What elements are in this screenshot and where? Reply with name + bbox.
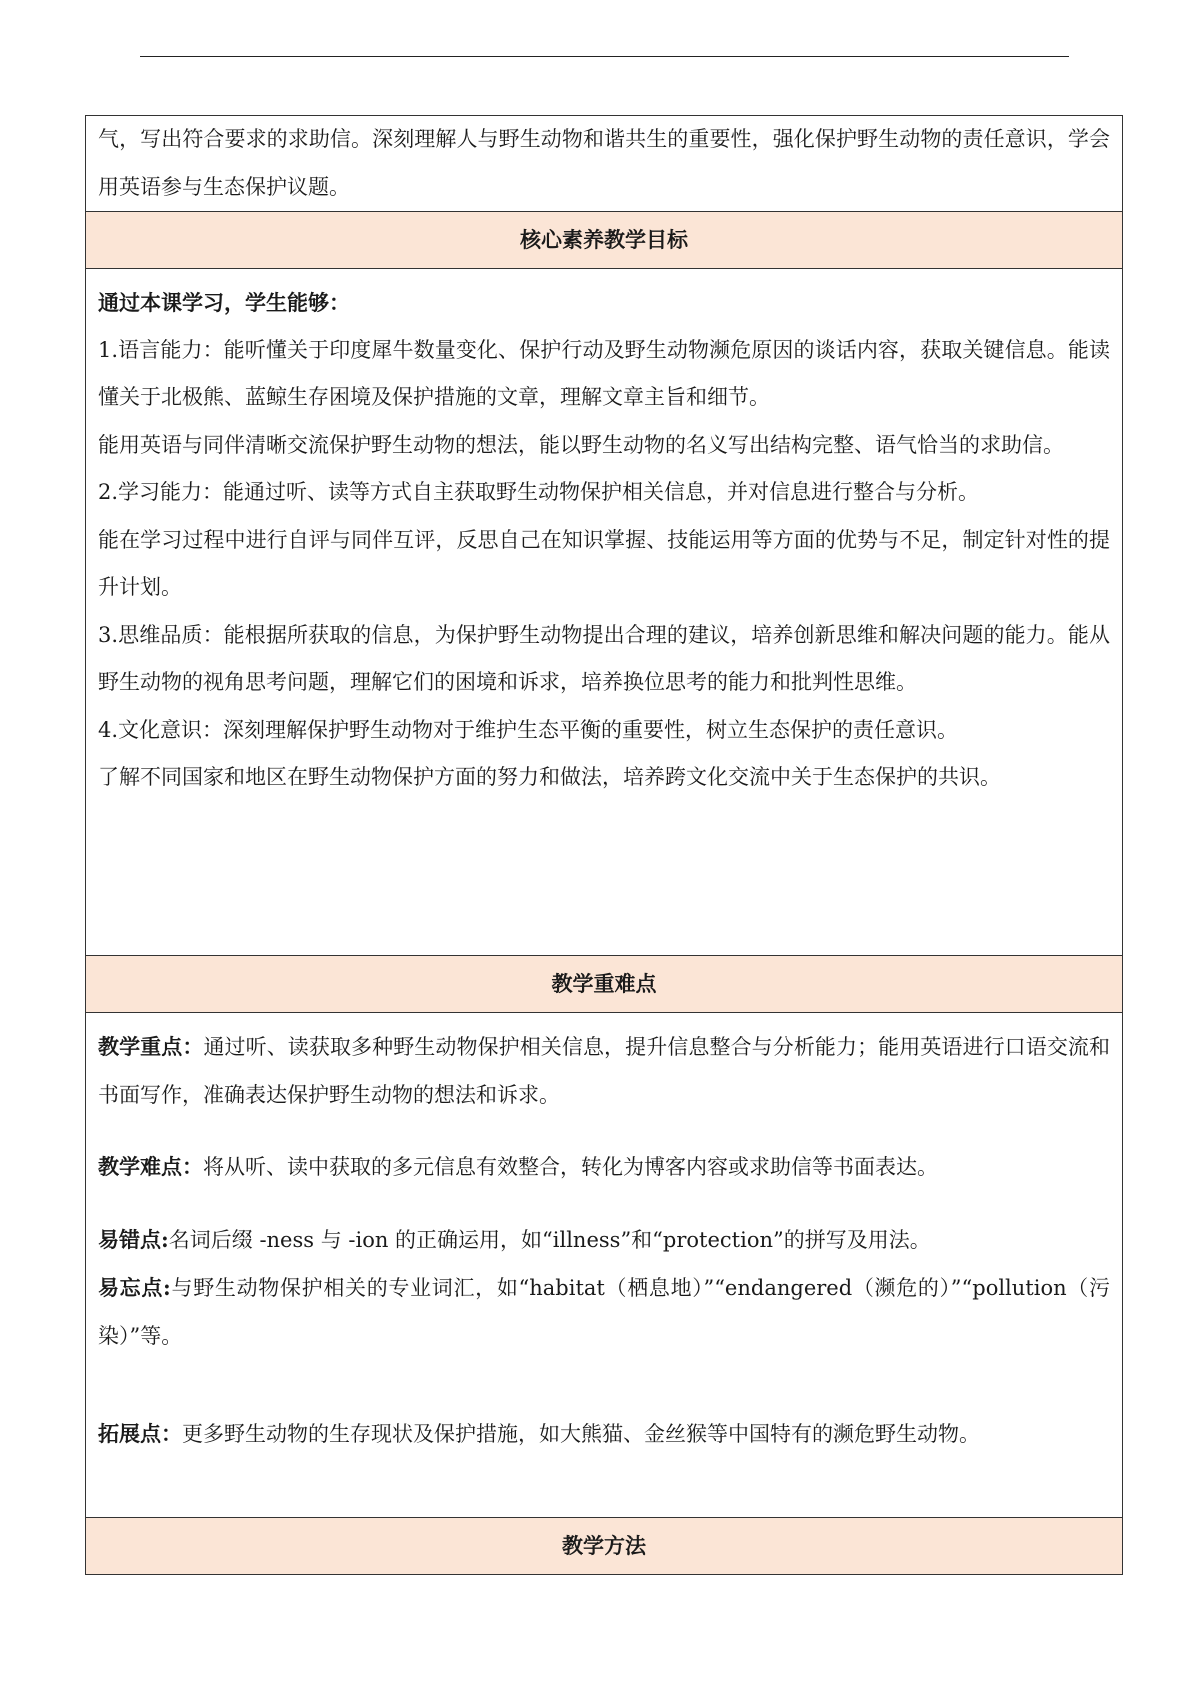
core-goals-header: 核心素养教学目标 xyxy=(86,212,1123,269)
key-points-row xyxy=(86,1013,1123,1518)
easily-forgotten-point xyxy=(98,1264,1110,1360)
error-prone-text: 名词后缀 -ness 与 -ion 的正确运用，如“illness”和“protection”的拼写及用法。 xyxy=(168,1227,931,1252)
intro-row xyxy=(86,116,1123,212)
teaching-focus xyxy=(98,1023,1110,1119)
goal-paragraph: 1.语言能力：能听懂关于印度犀牛数量变化、保护行动及野生动物濒危原因的谈话内容，获取关键信息。能读懂关于北极熊、蓝鲸生存困境及保护措施的文章，理解文章主旨和细节。 xyxy=(98,337,1110,409)
goal-paragraph: 2.学习能力：能通过听、读等方式自主获取野生动物保护相关信息，并对信息进行整合与分析。 xyxy=(98,480,980,504)
teaching-difficulty-text: 将从听、读中获取的多元信息有效整合，转化为博客内容或求助信等书面表达。 xyxy=(203,1155,938,1179)
key-points-header: 教学重难点 xyxy=(86,956,1123,1013)
core-goals-header-row xyxy=(86,212,1123,269)
extension-label: 拓展点： xyxy=(98,1421,182,1446)
methods-header-row xyxy=(86,1518,1123,1575)
teaching-difficulty xyxy=(98,1143,1110,1192)
goal-paragraph: 了解不同国家和地区在野生动物保护方面的努力和做法，培养跨文化交流中关于生态保护的共识。 xyxy=(98,765,1001,789)
intro-cell xyxy=(86,116,1123,212)
goal-paragraph: 能在学习过程中进行自评与同伴互评，反思自己在知识掌握、技能运用等方面的优势与不足，制定针对性的提升计划。 xyxy=(98,527,1110,599)
easily-forgotten-text: 与野生动物保护相关的专业词汇，如“habitat（栖息地）”“endangered（濒危的）”“pollution（污染）”等。 xyxy=(98,1276,1110,1348)
core-goals-cell xyxy=(86,269,1123,956)
methods-header: 教学方法 xyxy=(86,1518,1123,1575)
lesson-plan-table xyxy=(85,115,1123,1575)
intro-text: 气，写出符合要求的求助信。深刻理解人与野生动物和谐共生的重要性，强化保护野生动物的责任意识，学会用英语参与生态保护议题。 xyxy=(98,127,1110,199)
goal-paragraph: 3.思维品质：能根据所获取的信息，为保护野生动物提出合理的建议，培养创新思维和解决问题的能力。能从野生动物的视角思考问题，理解它们的困境和诉求，培养换位思考的能力和批判性思维。 xyxy=(98,622,1110,694)
teaching-focus-label: 教学重点： xyxy=(98,1034,204,1059)
teaching-focus-text: 通过听、读获取多种野生动物保护相关信息，提升信息整合与分析能力；能用英语进行口语交流和书面写作，准确表达保护野生动物的想法和诉求。 xyxy=(98,1035,1111,1107)
easily-forgotten-label: 易忘点: xyxy=(98,1275,171,1300)
core-goals-lead: 通过本课学习，学生能够： xyxy=(98,290,350,315)
extension-text: 更多野生动物的生存现状及保护措施，如大熊猫、金丝猴等中国特有的濒危野生动物。 xyxy=(182,1422,980,1446)
teaching-difficulty-label: 教学难点： xyxy=(98,1154,203,1179)
goal-paragraph: 能用英语与同伴清晰交流保护野生动物的想法，能以野生动物的名义写出结构完整、语气恰当的求助信。 xyxy=(98,432,1064,457)
error-prone-label: 易错点: xyxy=(98,1226,169,1252)
key-points-cell xyxy=(86,1013,1123,1518)
header-rule xyxy=(140,56,1069,57)
key-points-header-row xyxy=(86,956,1123,1013)
goal-paragraph: 4.文化意识：深刻理解保护野生动物对于维护生态平衡的重要性，树立生态保护的责任意识。 xyxy=(98,717,959,742)
extension-point xyxy=(98,1410,1110,1459)
error-prone-point xyxy=(98,1216,1110,1265)
core-goals-row xyxy=(86,269,1123,956)
